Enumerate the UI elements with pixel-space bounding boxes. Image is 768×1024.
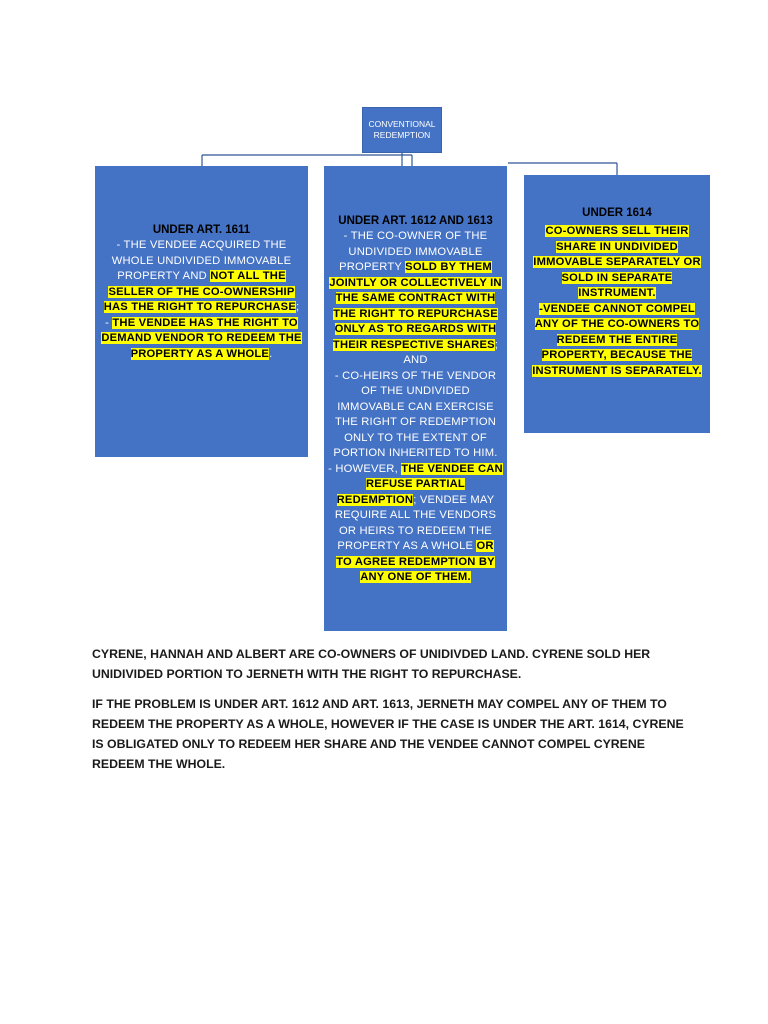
- branch-item: [328, 229, 503, 369]
- branch-title: UNDER 1614: [582, 207, 652, 219]
- root-node: [362, 107, 442, 153]
- branch-title: UNDER ART. 1612 AND 1613: [338, 215, 493, 227]
- highlighted-text: THE VENDEE HAS THE RIGHT TO DEMAND VENDOR TO REDEEM THE PROPERTY AS A WHOLE: [101, 316, 302, 360]
- branch-art-1612-1613: [324, 166, 507, 631]
- branch-content: [99, 238, 304, 362]
- item-text: .: [269, 347, 273, 360]
- branch-item: [99, 316, 304, 363]
- item-text: - HOWEVER,: [328, 462, 402, 475]
- branch-item: [528, 224, 706, 302]
- scenario-paragraph: CYRENE, HANNAH AND ALBERT ARE CO-OWNERS OF UNIDIVDED LAND. CYRENE SOLD HER UNIDIVIDED PORTION TO JERNETH WITH THE RIGHT TO REPURCHASE.: [92, 647, 651, 681]
- root-label: CONVENTIONAL REDEMPTION: [368, 119, 436, 140]
- branch-item: [328, 462, 503, 586]
- branch-item: [528, 302, 706, 380]
- item-text: - CO-HEIRS OF THE VENDOR OF THE UNDIVIDED IMMOVABLE CAN EXERCISE THE RIGHT OF REDEMPTION ONLY TO THE EXTENT OF PORTION INHERITED TO HIM.: [333, 369, 498, 459]
- branch-item: [328, 369, 503, 462]
- item-text: ; AND: [403, 338, 499, 366]
- item-text: -: [105, 316, 113, 329]
- highlighted-text: NOT ALL THE SELLER OF THE CO-OWNERSHIP HAS THE RIGHT TO REPURCHASE: [103, 270, 296, 313]
- highlighted-text: THE VENDEE CAN REFUSE PARTIAL REDEMPTION: [336, 462, 503, 506]
- item-text: - THE CO-OWNER OF THE UNDIVIDED IMMOVABLE PROPERTY: [339, 230, 488, 273]
- branch-title: UNDER ART. 1611: [152, 224, 251, 236]
- branch-1614: [524, 175, 710, 433]
- highlighted-text: SOLD BY THEM JOINTLY OR COLLECTIVELY IN THE SAME CONTRACT WITH THE RIGHT TO REPURCHASE ONLY AS TO REGARDS WITH THEIR RESPECTIVE SHARES: [329, 261, 502, 351]
- item-text: - THE VENDEE ACQUIRED THE WHOLE UNDIVIDED IMMOVABLE PROPERTY AND: [111, 239, 292, 282]
- highlighted-text: OR TO AGREE REDEMPTION BY ANY ONE OF THEM.: [336, 540, 495, 583]
- item-text: ; VENDEE MAY REQUIRE ALL THE VENDORS OR HEIRS TO REDEEM THE PROPERTY AS A WHOLE: [334, 493, 497, 552]
- highlighted-text: -VENDEE CANNOT COMPEL ANY OF THE CO-OWNERS TO REDEEM THE ENTIRE PROPERTY, BECAUSE THE INSTRUMENT IS SEPARATELY.: [532, 302, 702, 377]
- branch-item: [99, 238, 304, 316]
- branch-art-1611: [95, 166, 308, 457]
- branch-content: [528, 224, 706, 379]
- item-text: ;: [295, 301, 300, 313]
- analysis-paragraph: IF THE PROBLEM IS UNDER ART. 1612 AND ART. 1613, JERNETH MAY COMPEL ANY OF THEM TO REDEEM THE PROPERTY AS A WHOLE, HOWEVER IF THE CASE IS UNDER THE ART. 1614, CYRENE IS OBLIGATED ONLY TO REDEEM HER SHARE AND THE VENDEE CANNOT COMPEL CYRENE REDEEM THE WHOLE.: [92, 697, 684, 771]
- highlighted-text: CO-OWNERS SELL THEIR SHARE IN UNDIVIDED IMMOVABLE SEPARATELY OR SOLD IN SEPARATE INSTRUMENT.: [533, 225, 701, 299]
- branch-content: [328, 229, 503, 586]
